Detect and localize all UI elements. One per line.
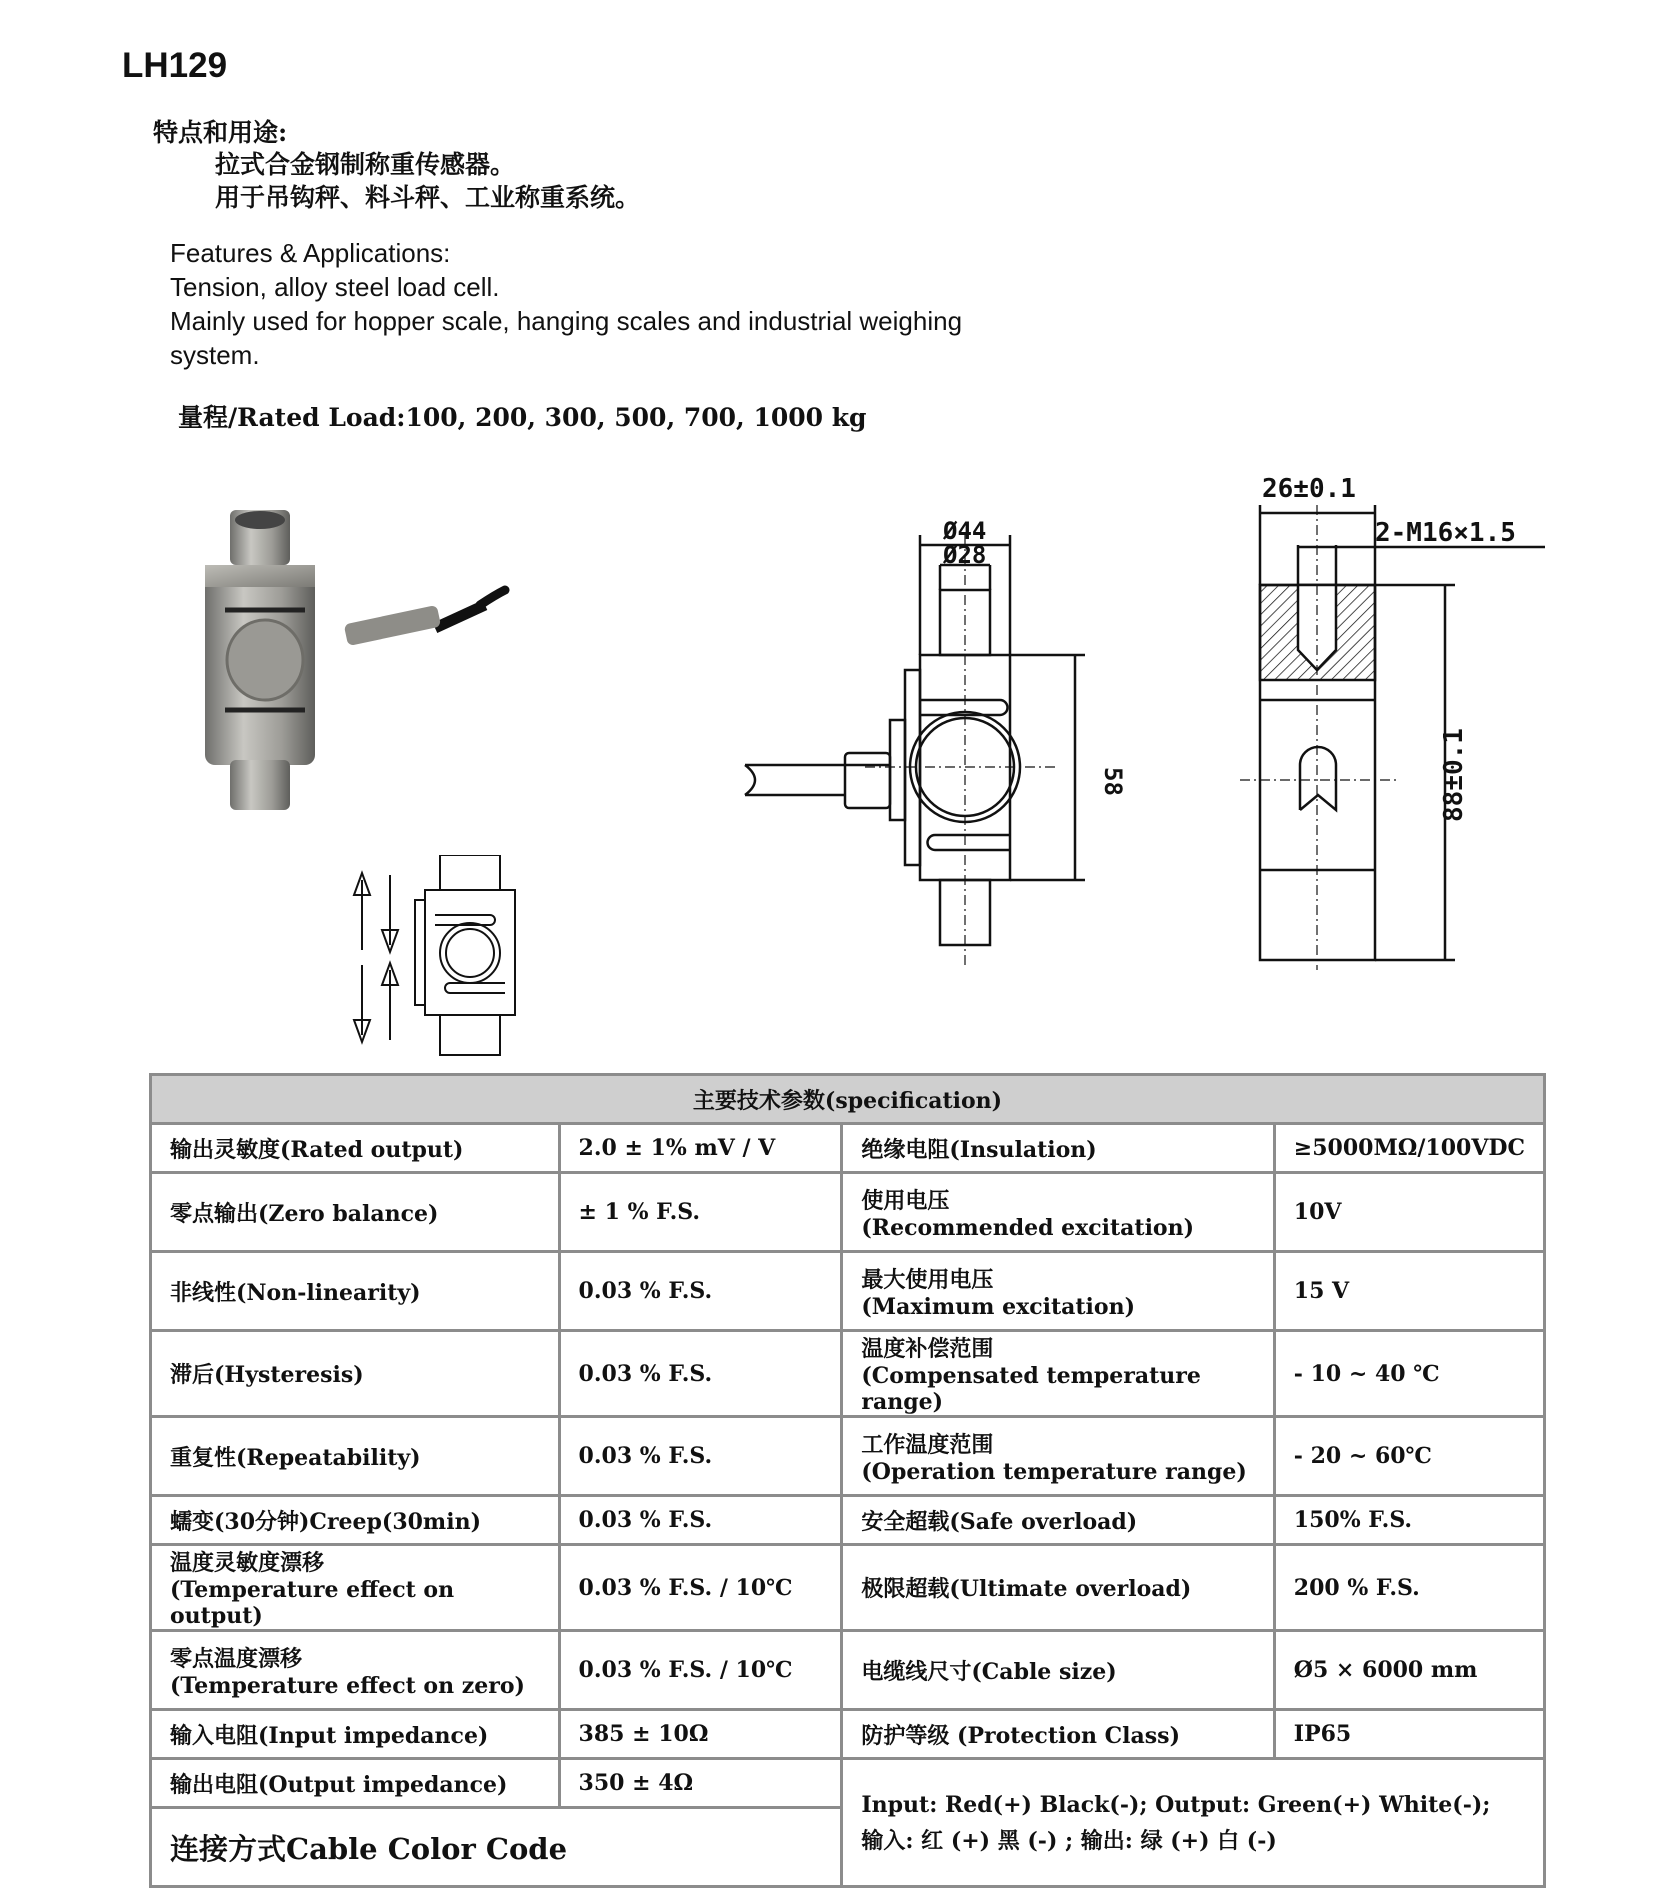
spec-value: 350 ± 4Ω	[559, 1759, 842, 1808]
table-row	[151, 1417, 1545, 1496]
spec-label-en: (Temperature effect on output)	[170, 1577, 455, 1629]
table-row	[151, 1710, 1545, 1759]
rated-load: 量程/Rated Load:100, 200, 300, 500, 700, 1000 kg	[178, 403, 867, 432]
spec-label	[842, 1331, 1274, 1417]
spec-label: 非线性(Non-linearity)	[151, 1252, 560, 1331]
spec-value: 10V	[1274, 1173, 1544, 1252]
spec-value: 200 % F.S.	[1274, 1545, 1544, 1631]
spec-label: 安全超载(Safe overload)	[842, 1496, 1274, 1545]
spec-label-en: (Operation temperature range)	[861, 1458, 1247, 1485]
spec-label-cn: 温度灵敏度漂移	[170, 1550, 325, 1576]
spec-value: Ø5 × 6000 mm	[1274, 1631, 1544, 1710]
front-view-drawing	[725, 495, 1165, 975]
table-row	[151, 1759, 1545, 1808]
spec-label: 滞后(Hysteresis)	[151, 1331, 560, 1417]
spec-label	[151, 1545, 560, 1631]
dim-outer-diameter: Ø44	[943, 517, 987, 545]
spec-value: IP65	[1274, 1710, 1544, 1759]
spec-value: 0.03 % F.S.	[559, 1331, 842, 1417]
table-row	[151, 1631, 1545, 1710]
load-cell-photo	[195, 510, 525, 810]
spec-label: 防护等级 (Protection Class)	[842, 1710, 1274, 1759]
spec-label-en: (Maximum excitation)	[861, 1293, 1135, 1320]
cable-code-en: Input: Red(+) Black(-); Output: Green(+) White(-);	[861, 1791, 1491, 1818]
features-heading-cn: 特点和用途:	[153, 118, 288, 147]
dim-side-width: 26±0.1	[1262, 474, 1356, 504]
dim-inner-height: 58	[1099, 767, 1127, 796]
table-row	[151, 1252, 1545, 1331]
table-row	[151, 1496, 1545, 1545]
spec-label-cn: 使用电压	[861, 1187, 950, 1214]
spec-value: ≥5000MΩ/100VDC	[1274, 1124, 1544, 1173]
spec-label: 输入电阻(Input impedance)	[151, 1710, 560, 1759]
spec-value: 15 V	[1274, 1252, 1544, 1331]
spec-value: 0.03 % F.S.	[559, 1252, 842, 1331]
features-heading-en: Features & Applications:	[170, 238, 451, 268]
spec-label-cn: 温度补偿范围	[861, 1336, 994, 1362]
spec-table	[149, 1073, 1546, 1888]
spec-label-en: (Recommended excitation)	[861, 1214, 1195, 1241]
spec-label: 绝缘电阻(Insulation)	[842, 1124, 1274, 1173]
spec-value: 150% F.S.	[1274, 1496, 1544, 1545]
side-view-drawing	[1240, 465, 1560, 975]
force-direction-diagram	[340, 855, 540, 1065]
feature-line-en: Tension, alloy steel load cell.	[170, 272, 500, 302]
spec-label: 零点输出(Zero balance)	[151, 1173, 560, 1252]
feature-line-cn: 拉式合金钢制称重传感器。	[215, 150, 516, 179]
spec-label-cn: 零点温度漂移	[170, 1645, 303, 1672]
table-row	[151, 1173, 1545, 1252]
spec-label-cn: 最大使用电压	[861, 1266, 994, 1293]
spec-label	[842, 1417, 1274, 1496]
feature-line-en: Mainly used for hopper scale, hanging scales and industrial weighing	[170, 306, 963, 336]
spec-label	[842, 1252, 1274, 1331]
features-block-en	[170, 236, 1070, 372]
cable-color-code	[842, 1759, 1545, 1887]
spec-value: 2.0 ± 1% mV / V	[559, 1124, 842, 1173]
spec-value: 0.03 % F.S.	[559, 1417, 842, 1496]
spec-value: 0.03 % F.S.	[559, 1496, 842, 1545]
table-row	[151, 1331, 1545, 1417]
spec-value: - 20 ~ 60℃	[1274, 1417, 1544, 1496]
table-row	[151, 1545, 1545, 1631]
spec-value: ± 1 % F.S.	[559, 1173, 842, 1252]
cable-color-code-label: 连接方式Cable Color Code	[151, 1808, 842, 1887]
dim-total-height: 88±0.1	[1439, 728, 1469, 822]
spec-value: 385 ± 10Ω	[559, 1710, 842, 1759]
spec-label: 输出灵敏度(Rated output)	[151, 1124, 560, 1173]
spec-label: 输出电阻(Output impedance)	[151, 1759, 560, 1808]
spec-table-header: 主要技术参数(specification)	[151, 1075, 1545, 1124]
dim-inner-diameter: Ø28	[943, 541, 987, 569]
spec-value: 0.03 % F.S. / 10℃	[559, 1631, 842, 1710]
table-row	[151, 1124, 1545, 1173]
product-title: LH129	[122, 46, 228, 85]
spec-label: 重复性(Repeatability)	[151, 1417, 560, 1496]
spec-label-en: (Compensated temperature range)	[861, 1363, 1201, 1415]
spec-label	[151, 1631, 560, 1710]
spec-value: - 10 ~ 40 ℃	[1274, 1331, 1544, 1417]
feature-line-en: system.	[170, 340, 260, 370]
spec-label: 极限超载(Ultimate overload)	[842, 1545, 1274, 1631]
spec-label-en: (Temperature effect on zero)	[170, 1672, 525, 1699]
spec-value: 0.03 % F.S. / 10℃	[559, 1545, 842, 1631]
spec-label-cn: 工作温度范围	[861, 1431, 994, 1458]
spec-label	[842, 1173, 1274, 1252]
spec-label: 电缆线尺寸(Cable size)	[842, 1631, 1274, 1710]
dim-thread: 2-M16×1.5	[1375, 518, 1516, 548]
spec-label: 蠕变(30分钟)Creep(30min)	[151, 1496, 560, 1545]
feature-line-cn: 用于吊钩秤、料斗秤、工业称重系统。	[215, 183, 641, 212]
cable-code-cn: 输入: 红 (+) 黑 (-) ; 输出: 绿 (+) 白 (-)	[861, 1827, 1277, 1854]
